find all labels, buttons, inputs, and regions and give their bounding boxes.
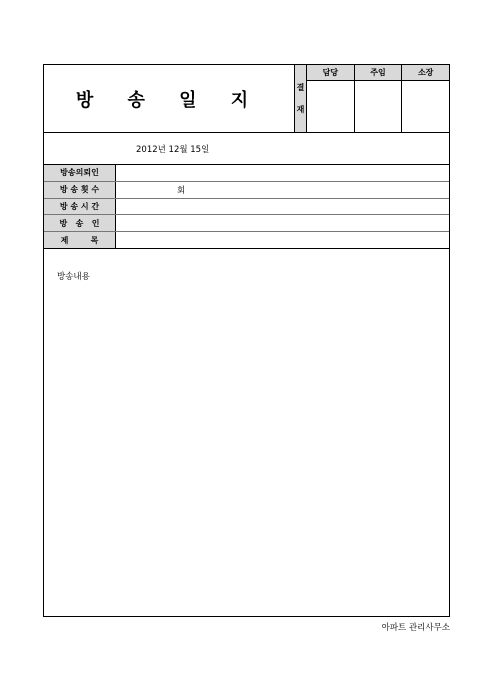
approval-label bbox=[295, 65, 307, 132]
footer-office: 아파트 관리사무소 bbox=[381, 623, 450, 633]
info-row-broadcaster bbox=[44, 215, 449, 232]
approval-col-director bbox=[402, 65, 449, 132]
approval-col-manager bbox=[307, 65, 355, 132]
approval-head: 담당 bbox=[307, 65, 354, 81]
content-label: 방송내용 bbox=[57, 272, 90, 282]
date-row bbox=[44, 132, 449, 165]
info-value[interactable] bbox=[116, 199, 449, 215]
info-row-requester bbox=[44, 165, 449, 182]
info-value[interactable] bbox=[116, 165, 449, 181]
info-label: 방송의뢰인 bbox=[44, 165, 116, 181]
info-value[interactable] bbox=[116, 232, 449, 248]
document-title: 방 송 일 지 bbox=[44, 65, 295, 132]
date-text: 2012년 12월 15일 bbox=[136, 145, 210, 155]
info-label: 방 송 시 간 bbox=[44, 199, 116, 215]
info-table bbox=[44, 165, 449, 249]
signature-box[interactable] bbox=[355, 81, 402, 132]
info-value[interactable] bbox=[116, 215, 449, 231]
approval-col-chief bbox=[355, 65, 403, 132]
info-label: 방 송 횟 수 bbox=[44, 182, 116, 198]
approval-label-top: 결 bbox=[296, 82, 305, 92]
approval-columns bbox=[307, 65, 449, 132]
info-row-time bbox=[44, 199, 449, 216]
broadcast-log-form bbox=[43, 64, 450, 617]
info-label: 제 목 bbox=[44, 232, 116, 248]
info-row-count bbox=[44, 182, 449, 199]
info-row-subject bbox=[44, 232, 449, 249]
approval-label-bottom: 재 bbox=[296, 104, 305, 114]
signature-box[interactable] bbox=[402, 81, 449, 132]
approval-head: 주임 bbox=[355, 65, 402, 81]
info-value[interactable]: 회 bbox=[177, 185, 186, 196]
content-area[interactable] bbox=[57, 287, 437, 602]
info-label: 방 송 인 bbox=[44, 215, 116, 231]
form-header bbox=[44, 65, 449, 133]
signature-box[interactable] bbox=[307, 81, 354, 132]
approval-head: 소장 bbox=[402, 65, 449, 81]
